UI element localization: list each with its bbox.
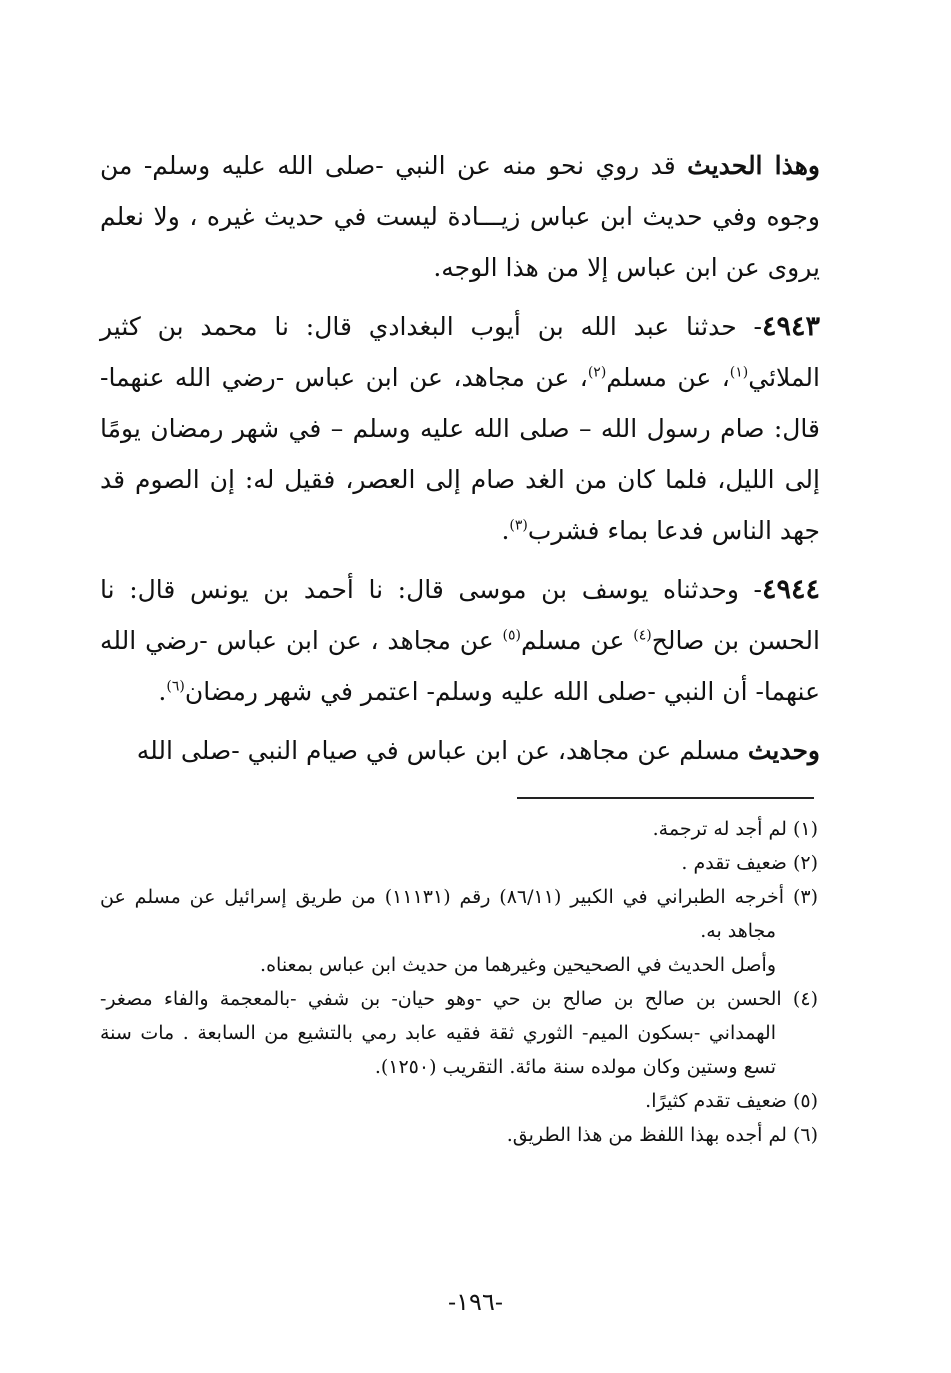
- footnote-5: [100, 1084, 818, 1118]
- hadith-number: ٤٩٤٣: [761, 311, 820, 342]
- footnote-text: الحسن بن صالح بن صالح بن حي -وهو حيان- بن شفي -بالمعجمة والفاء مصغر- الهمداني -بسكون الميم- الثوري ثقة فقيه عابد رمي بالتشيع من السابعة . مات سنة تسع وستين وكان مولده سنة مائة. التقريب (١٢٥٠).: [100, 988, 782, 1078]
- footnote-3: [100, 880, 818, 948]
- paragraph-1: [100, 140, 820, 293]
- footnote-text: ضعيف تقدم .: [681, 852, 787, 874]
- footnote-text: لم أجد له ترجمة.: [652, 818, 787, 840]
- footnote-marker: (٢): [792, 852, 818, 874]
- footnote-text: ضعيف تقدم كثيرًا.: [645, 1090, 787, 1112]
- hadith-number: ٤٩٤٤: [761, 574, 820, 605]
- hadith-4944: [100, 564, 820, 717]
- footnote-3-extra: وأصل الحديث في الصحيحين وغيرهما من حديث ابن عباس بمعناه.: [260, 954, 776, 976]
- footnote-6: [100, 1118, 818, 1152]
- hadith-text: - وحدثناه يوسف بن موسى قال: نا أحمد بن يونس قال: نا الحسن بن صالح: [100, 575, 820, 655]
- hadith-text: .: [501, 516, 510, 545]
- footnote-marker: (١): [792, 818, 818, 840]
- footnote-text: لم أجده بهذا اللفظ من هذا الطريق.: [506, 1124, 787, 1146]
- footnote-marker: (٤): [792, 988, 818, 1010]
- hadith-text: - حدثنا عبد الله بن أيوب البغدادي قال: نا محمد بن كثير الملائي: [100, 312, 820, 392]
- footnotes-section: [100, 812, 818, 1152]
- footnote-ref-3: (٣): [509, 517, 528, 534]
- paragraph-1-text: قد روي نحو منه عن النبي -صلى الله عليه وسلم- من وجوه وفي حديث ابن عباس زيـــادة ليست في حديث غيره ، ولا نعلم يروى عن ابن عباس إلا من هذا الوجه.: [100, 151, 820, 282]
- footnote-marker: (٣): [792, 886, 818, 908]
- footnote-ref-1: (١): [729, 364, 749, 381]
- footnote-1: [100, 812, 818, 846]
- main-text-area: [100, 140, 820, 784]
- footnote-divider: [517, 797, 814, 799]
- hadith-4943: [100, 301, 820, 556]
- footnote-ref-6: (٦): [166, 678, 185, 695]
- footnote-ref-5: (٥): [502, 627, 521, 644]
- paragraph-1-lead: وهذا الحديث: [687, 151, 821, 180]
- main-text: [100, 140, 820, 776]
- footnote-marker: (٥): [792, 1090, 818, 1112]
- footnote-ref-2: (٢): [587, 364, 607, 381]
- footnote-4: [100, 982, 818, 1084]
- footnote-text: أخرجه الطبراني في الكبير (٨٦/١١) رقم (١١١٣١) من طريق إسرائيل عن مسلم عن مجاهد به.: [100, 886, 785, 942]
- hadith-text: عن مجاهد ، عن ابن عباس -رضي الله عنهما- أن النبي -صلى الله عليه وسلم- اعتمر في شهر رمضان: [100, 626, 820, 706]
- footnote-marker: (٦): [792, 1124, 818, 1146]
- hadith-text: ، عن مجاهد، عن ابن عباس -رضي الله عنهما- قال: صام رسول الله – صلى الله عليه وسلم – في شهر رمضان يومًا إلى الليل، فلما كان من الغد صام إلى العصر، فقيل له: إن الصوم قد جهد الناس فدعا بماء فشرب: [100, 363, 820, 545]
- paragraph-4-text: مسلم عن مجاهد، عن ابن عباس في صيام النبي -صلى الله: [136, 736, 748, 765]
- hadith-text: عن مسلم: [520, 626, 634, 655]
- paragraph-4-lead: وحديث: [747, 736, 820, 765]
- hadith-text: ، عن مسلم: [606, 363, 730, 392]
- hadith-text: .: [158, 677, 167, 706]
- page-number: -١٩٦-: [448, 1288, 503, 1316]
- paragraph-4: [100, 725, 820, 776]
- footnote-ref-4: (٤): [633, 627, 652, 644]
- footnote-2: [100, 846, 818, 880]
